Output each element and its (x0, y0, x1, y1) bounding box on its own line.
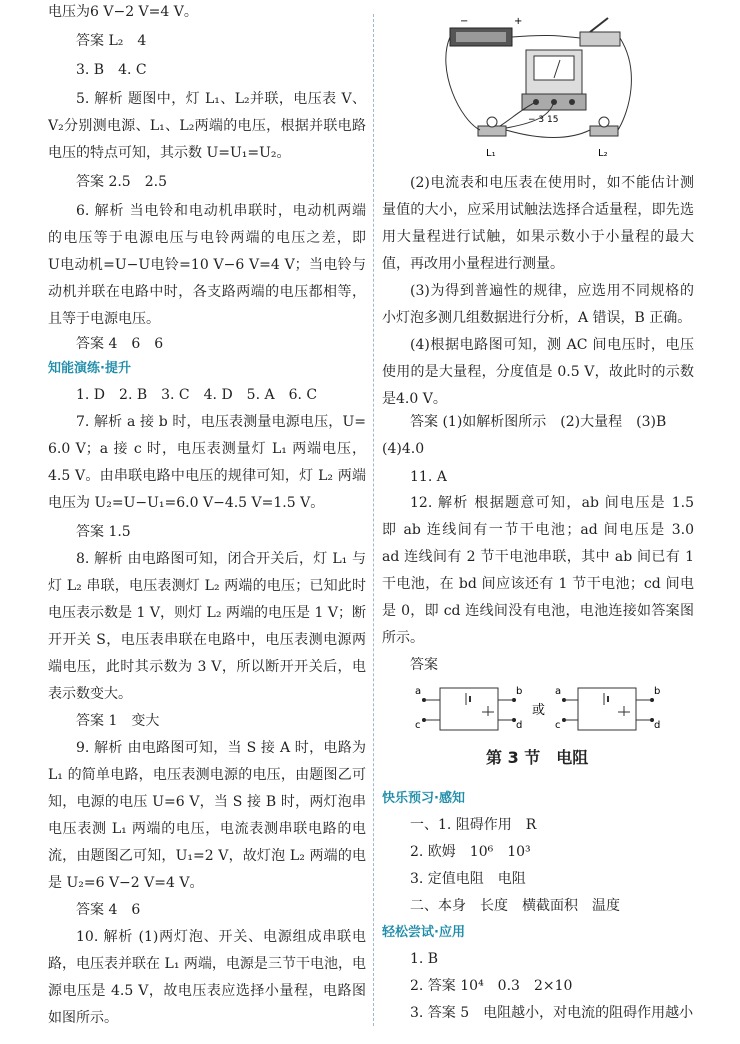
lamp-l1-label: L₁ (486, 148, 496, 159)
left-text-line: 端电压，此时其示数为 3 V，所以断开开关后，电 (48, 659, 366, 675)
right-text-line: 3. 答案 5 电阻越小，对电流的阻碍作用越小 (410, 1005, 694, 1021)
left-text-line: L₁ 的简单电路，电压表测电源的电压，由题图乙可 (48, 767, 366, 783)
left-text-line: 路，电压表并联在 L₁ 两端，电源是三节干电池，电 (48, 956, 366, 972)
battery-plus-label: + (514, 16, 523, 27)
left-text-line: 灯 L₂ 串联，电压表测灯 L₂ 两端的电压；已知此时 (48, 578, 366, 594)
left-text-line: 知能演练·提升 (48, 361, 131, 376)
answer-label-c: c (415, 720, 421, 731)
left-text-line: 的电压等于电源电压与电铃两端的电压之差，即 (48, 230, 366, 246)
right-text-line: 3. 定值电阻 电阻 (410, 871, 526, 887)
right-text-line: 小灯泡多测几组数据进行分析，A 错误，B 正确。 (382, 310, 692, 326)
circuit-figure (440, 10, 640, 160)
right-text-line: 2. 欧姆 10⁶ 10³ (410, 844, 531, 860)
left-text-line: 3. B 4. C (76, 62, 147, 78)
left-text-line: 电压的特点可知，其示数 U=U₁=U₂。 (48, 145, 291, 161)
right-text-line: 量值的大小，应采用试触法选择合适量程，即先选 (382, 202, 694, 218)
left-text-line: 且等于电源电压。 (48, 311, 160, 327)
right-text-line: ad 连线间有 2 节干电池串联，其中 ab 间已有 1 (382, 549, 694, 565)
left-text-line: 10. 解析 (1)两灯泡、开关、电源组成串联电 (76, 929, 366, 945)
right-text-line: 一、1. 阻碍作用 R (410, 817, 537, 833)
answer-label-d: d (516, 720, 523, 731)
right-text-line: 2. 答案 10⁴ 0.3 2×10 (410, 978, 573, 994)
right-text-line: 所示。 (382, 630, 424, 646)
right-text-line: 11. A (410, 469, 447, 485)
left-text-line: 答案 4 6 6 (76, 336, 164, 352)
answer-label-c2: c (555, 720, 561, 731)
left-text-line: V₂分别测电源、L₁、L₂两端的电压，根据并联电路 (48, 118, 366, 134)
left-text-line: 是 U₂=6 V−2 V=4 V。 (48, 875, 204, 891)
right-text-line: 1. B (410, 951, 439, 967)
left-text-line: 5. 解析 题图中，灯 L₁、L₂并联，电压表 V、 (76, 91, 366, 107)
right-text-line: 答案 (410, 657, 438, 673)
left-text-line: 源电压是 4.5 V，故电压表应选择小量程，电路图 (48, 983, 366, 999)
right-text-line: 是 0，即 cd 连线间没有电池，电池连接如答案图 (382, 603, 694, 619)
answer-circuit-figure (410, 680, 670, 736)
right-text-line: 轻松尝试·应用 (382, 925, 465, 940)
answer-label-a: a (415, 686, 422, 697)
left-text-line: 答案 1 变大 (76, 713, 160, 729)
left-text-line: 1. D 2. B 3. C 4. D 5. A 6. C (76, 387, 318, 403)
left-text-line: 4.5 V。由串联电路中电压的规律可知，灯 L₂ 两端 (48, 468, 366, 484)
right-text-line: 值，再改用小量程进行测量。 (382, 256, 564, 272)
right-text-line: 是4.0 V。 (382, 391, 447, 407)
battery-minus-label: − (460, 16, 469, 27)
left-text-line: 开开关 S，电压表串联在电路中，电压表测电源两 (48, 632, 366, 648)
left-text-line: 如图所示。 (48, 1010, 118, 1026)
lamp-l2-label: L₂ (598, 148, 608, 159)
right-text-line: 快乐预习·感知 (382, 791, 465, 806)
right-text-line: (3)为得到普遍性的规律，应选用不同规格的 (410, 283, 694, 299)
right-text-line: 二、本身 长度 横截面积 温度 (410, 898, 620, 914)
right-text-line: (2)电流表和电压表在使用时，如不能估计测 (410, 175, 694, 191)
left-text-line: 电压为6 V−2 V=4 V。 (48, 4, 198, 20)
answer-label-a2: a (555, 686, 562, 697)
right-text-line: (4)根据电路图可知，测 AC 间电压时，电压 (410, 337, 694, 353)
column-divider (373, 14, 375, 1026)
left-text-line: 电压为 U₂=U−U₁=6.0 V−4.5 V=1.5 V。 (48, 495, 325, 511)
right-text-line: 用大量程进行试触，如果示数小于小量程的最大 (382, 229, 694, 245)
right-text-line: 使用的是大量程，分度值是 0.5 V，故此时的示数 (382, 364, 694, 380)
left-text-line: 电压表示数是 1 V，则灯 L₂ 两端的电压是 1 V；断 (48, 605, 366, 621)
left-text-line: 答案 1.5 (76, 524, 131, 540)
left-text-line: 9. 解析 由电路图可知，当 S 接 A 时，电路为 (76, 740, 366, 756)
left-text-line: 答案 L₂ 4 (76, 33, 147, 49)
left-text-line: 答案 2.5 2.5 (76, 174, 167, 190)
left-text-line: 流，由题图乙可知，U₁=2 V，故灯泡 L₂ 两端的电 (48, 848, 366, 864)
left-text-line: 7. 解析 a 接 b 时，电压表测量电源电压，U= (76, 414, 366, 430)
answer-or-label: 或 (532, 703, 546, 718)
left-text-line: U电动机=U−U电铃=10 V−6 V=4 V；当电铃与 (48, 257, 366, 273)
right-text-line: 第 3 节 电阻 (486, 748, 589, 767)
left-text-line: 电压表测 L₁ 两端的电压，电流表测串联电路的电 (48, 821, 366, 837)
left-text-line: 6. 解析 当电铃和电动机串联时，电动机两端 (76, 203, 366, 219)
left-text-line: 答案 4 6 (76, 902, 141, 918)
answer-label-b2: b (654, 686, 661, 697)
left-text-line: 知，电源的电压 U=6 V，当 S 接 B 时，两灯泡串 (48, 794, 366, 810)
right-text-line: 即 ab 连线间有一节干电池；ad 间电压是 3.0 (382, 522, 694, 538)
left-text-line: 表示数变大。 (48, 686, 132, 702)
right-text-line: (4)4.0 (382, 441, 425, 457)
voltmeter-scale-label: − 3 15 (528, 115, 559, 125)
right-text-line: 干电池，在 bd 间应该还有 1 节干电池；cd 间电 (382, 576, 694, 592)
right-text-line: 答案 (1)如解析图所示 (2)大量程 (3)B (410, 414, 667, 430)
left-text-line: 动机并联在电路中时，各支路两端的电压都相等， (48, 284, 366, 300)
left-text-line: 8. 解析 由电路图可知，闭合开关后，灯 L₁ 与 (76, 551, 366, 567)
right-text-line: 12. 解析 根据题意可知，ab 间电压是 1.5 (410, 495, 694, 511)
answer-label-d2: d (654, 720, 661, 731)
answer-label-b: b (516, 686, 523, 697)
left-text-line: 6.0 V；a 接 c 时，电压表测量灯 L₁ 两端电压， (48, 441, 366, 457)
